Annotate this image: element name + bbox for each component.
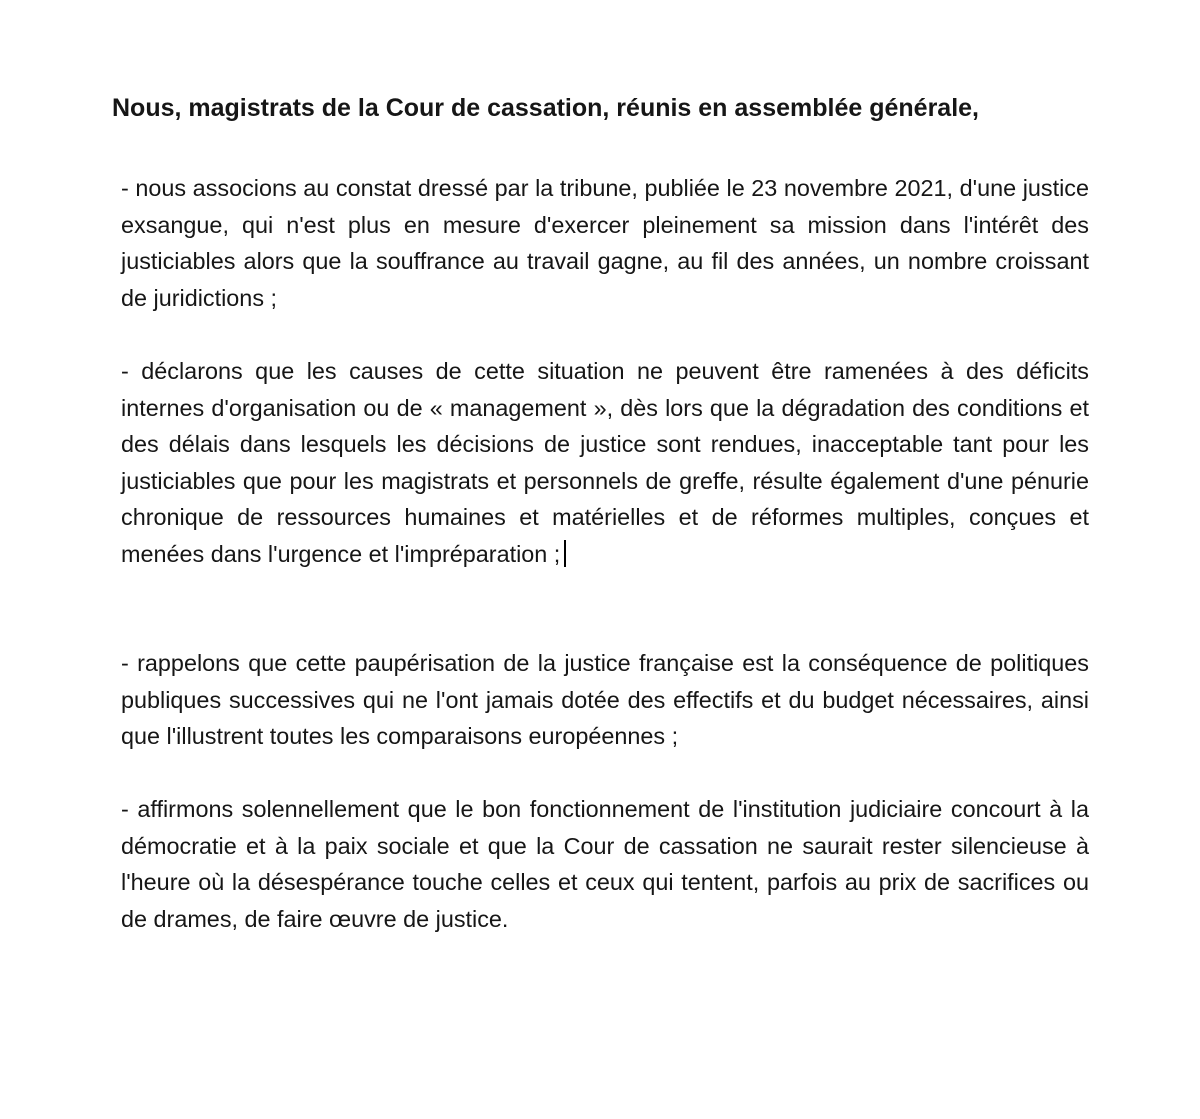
paragraph-affirmons[interactable]: - affirmons solennellement que le bon fonctionnement de l'institution judiciaire concourt à la démocratie et à la paix sociale et que la Cour de cassation ne saurait rester silencieuse à l'heure où la désespérance touche celles et ceux qui tentent, parfois au prix de sacrifices ou de drames, de faire œuvre de justice.: [121, 796, 1089, 932]
paragraph-declarons[interactable]: [121, 353, 1089, 572]
paragraph-rappelons[interactable]: - rappelons que cette paupérisation de la justice française est la conséquence de politiques publiques successives qui ne l'ont jamais dotée des effectifs et du budget nécessaires, ainsi que l'illustrent toutes les comparaisons européennes ;: [121, 650, 1089, 749]
document-heading: Nous, magistrats de la Cour de cassation, réunis en assemblée générale,: [112, 94, 979, 122]
text-cursor: [564, 540, 566, 567]
paragraph-associons[interactable]: - nous associons au constat dressé par la tribune, publiée le 23 novembre 2021, d'une justice exsangue, qui n'est plus en mesure d'exercer pleinement sa mission dans l'intérêt des justiciables alors que la souffrance au travail gagne, au fil des années, un nombre croissant de juridictions ;: [121, 175, 1089, 311]
paragraph-declarons-text: - déclarons que les causes de cette situation ne peuvent être ramenées à des déficits internes d'organisation ou de « management », dès lors que la dégradation des conditions et des délais dans lesquels les décisions de justice sont rendues, inacceptable tant pour les justiciables que pour les magistrats et personnels de greffe, résulte également d'une pénurie chronique de ressources humaines et matérielles et de réformes multiples, conçues et menées dans l'urgence et l'impréparation ;: [121, 358, 1089, 567]
